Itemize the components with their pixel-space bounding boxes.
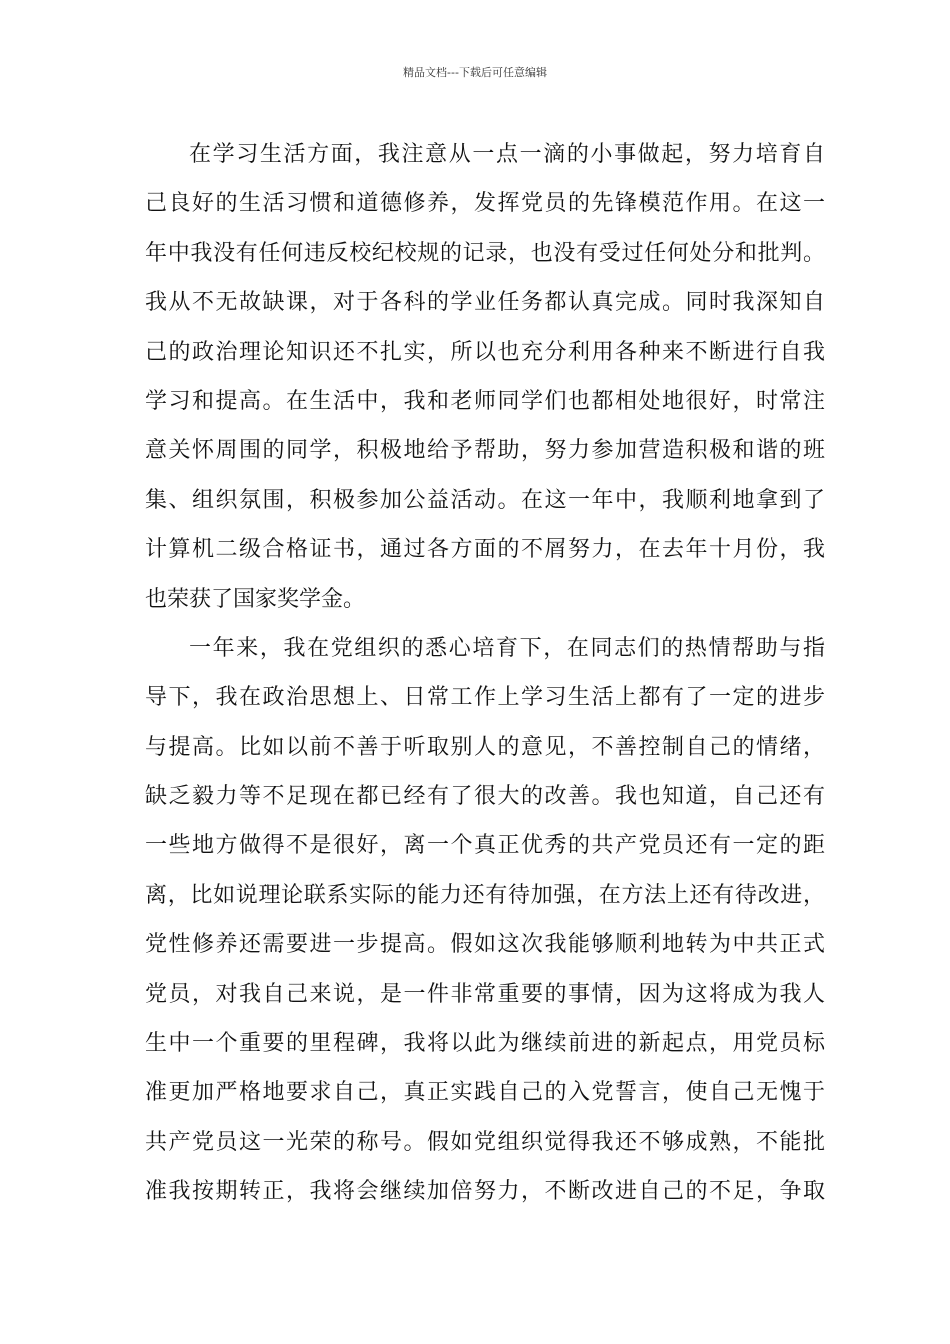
paragraph-line: 一年来，我在党组织的悉心培育下，在同志们的热情帮助与指 bbox=[189, 635, 825, 661]
paragraph-line: 党员，对我自己来说，是一件非常重要的事情，因为这将成为我人 bbox=[145, 981, 825, 1007]
paragraph-line: 年中我没有任何违反校纪校规的记录，也没有受过任何处分和批判。 bbox=[145, 240, 825, 266]
paragraph-line: 己良好的生活习惯和道德修养，发挥党员的先锋模范作用。在这一 bbox=[145, 191, 825, 217]
paragraph-line: 也荣获了国家奖学金。 bbox=[145, 586, 366, 612]
paragraph-1 bbox=[145, 130, 825, 624]
document-body bbox=[145, 130, 825, 1217]
paragraph-line: 学习和提高。在生活中，我和老师同学们也都相处地很好，时常注 bbox=[145, 388, 825, 414]
paragraph-line: 准更加严格地要求自己，真正实践自己的入党誓言，使自己无愧于 bbox=[145, 1080, 825, 1106]
paragraph-line: 准我按期转正，我将会继续加倍努力，不断改进自己的不足，争取 bbox=[145, 1179, 825, 1205]
paragraph-line: 与提高。比如以前不善于听取别人的意见，不善控制自己的情绪， bbox=[145, 734, 825, 760]
paragraph-line: 缺乏毅力等不足现在都已经有了很大的改善。我也知道，自己还有 bbox=[145, 784, 825, 810]
paragraph-line: 集、组织氛围，积极参加公益活动。在这一年中，我顺利地拿到了 bbox=[145, 487, 825, 513]
paragraph-line: 己的政治理论知识还不扎实，所以也充分利用各种来不断进行自我 bbox=[145, 339, 825, 365]
paragraph-line: 一些地方做得不是很好，离一个真正优秀的共产党员还有一定的距 bbox=[145, 833, 825, 859]
paragraph-line: 我从不无故缺课，对于各科的学业任务都认真完成。同时我深知自 bbox=[145, 290, 825, 316]
page-header: 精品文档---下载后可任意编辑 bbox=[403, 66, 547, 79]
paragraph-line: 意关怀周围的同学，积极地给予帮助，努力参加营造积极和谐的班 bbox=[145, 438, 825, 464]
paragraph-line: 党性修养还需要进一步提高。假如这次我能够顺利地转为中共正式 bbox=[145, 932, 825, 958]
paragraph-line: 共产党员这一光荣的称号。假如党组织觉得我还不够成熟，不能批 bbox=[145, 1129, 825, 1155]
paragraph-line: 生中一个重要的里程碑，我将以此为继续前进的新起点，用党员标 bbox=[145, 1031, 825, 1057]
paragraph-line: 计算机二级合格证书，通过各方面的不屑努力，在去年十月份，我 bbox=[145, 537, 825, 563]
paragraph-2 bbox=[145, 624, 825, 1217]
paragraph-line: 导下，我在政治思想上、日常工作上学习生活上都有了一定的进步 bbox=[145, 685, 825, 711]
paragraph-line: 离，比如说理论联系实际的能力还有待加强，在方法上还有待改进， bbox=[145, 882, 825, 908]
paragraph-line: 在学习生活方面，我注意从一点一滴的小事做起，努力培育自 bbox=[189, 142, 825, 167]
